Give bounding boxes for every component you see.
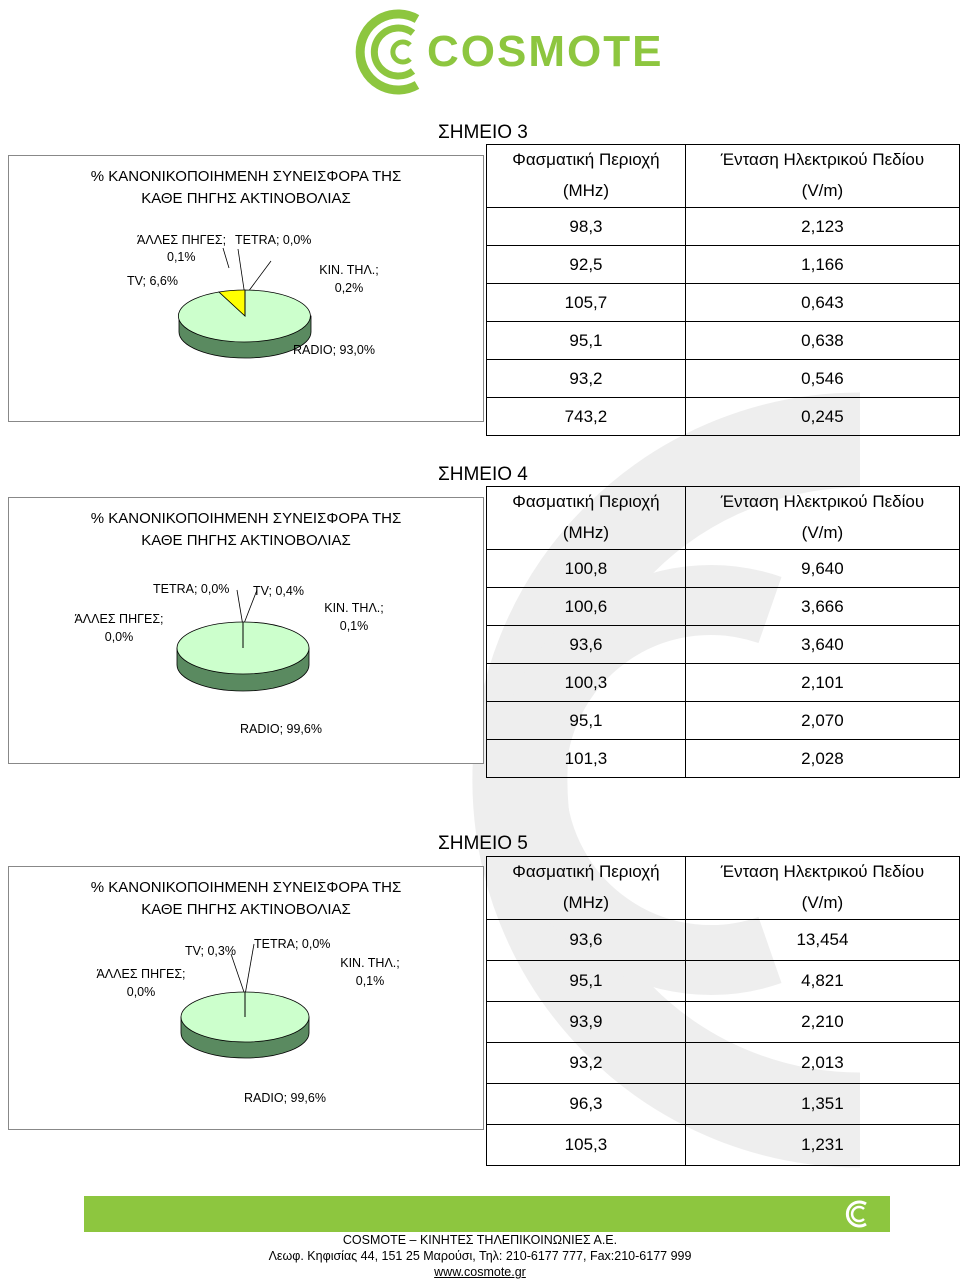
pie-chart-2: [8, 497, 484, 764]
footer-bar: [84, 1196, 890, 1232]
label-kin-a: ΚΙΝ. ΤΗΛ.;: [319, 263, 379, 277]
point-title: ΣΗΜΕΙΟ 4: [438, 464, 528, 485]
table-row: [487, 664, 960, 702]
cell-freq: 93,2: [487, 1043, 686, 1084]
label-tv: TV; 0,3%: [185, 944, 236, 958]
cell-freq: 101,3: [487, 740, 686, 778]
chart-title-line2: ΚΑΘΕ ΠΗΓΗΣ ΑΚΤΙΝΟΒΟΛΙΑΣ: [141, 901, 351, 918]
measurement-table-3: [486, 856, 960, 1166]
cell-field: 0,245: [685, 398, 959, 436]
pie-graphic: [9, 156, 483, 421]
cell-freq: 100,6: [487, 588, 686, 626]
cell-field: 1,351: [685, 1084, 959, 1125]
cell-field: 1,231: [685, 1125, 959, 1166]
table-row: [487, 920, 960, 961]
header-freq-unit: (MHz): [487, 887, 686, 920]
table-row: [487, 588, 960, 626]
cell-freq: 96,3: [487, 1084, 686, 1125]
footer-address: Λεωφ. Κηφισίας 44, 151 25 Μαρούσι, Τηλ: 210-6177 777, Fax:210-6177 999: [268, 1249, 692, 1263]
cosmote-swirl-icon: [844, 1200, 872, 1228]
cosmote-swirl-icon: [355, 7, 435, 97]
cell-freq: 98,3: [487, 208, 686, 246]
cell-freq: 93,6: [487, 626, 686, 664]
chart-title-line2: ΚΑΘΕ ΠΗΓΗΣ ΑΚΤΙΝΟΒΟΛΙΑΣ: [141, 190, 351, 207]
table-row: [487, 740, 960, 778]
label-tv: TV; 6,6%: [127, 274, 178, 288]
label-kin-b: 0,1%: [355, 974, 385, 988]
cell-field: 3,640: [685, 626, 959, 664]
chart-title-line1: % ΚΑΝΟΝΙΚΟΠΟΙΗΜΕΝΗ ΣΥΝΕΙΣΦΟΡΑ ΤΗΣ: [90, 510, 402, 527]
cell-freq: 105,3: [487, 1125, 686, 1166]
label-radio: RADIO; 99,6%: [244, 1091, 326, 1105]
header-field: Ένταση Ηλεκτρικού Πεδίου: [685, 857, 959, 888]
chart-title-line1: % ΚΑΝΟΝΙΚΟΠΟΙΗΜΕΝΗ ΣΥΝΕΙΣΦΟΡΑ ΤΗΣ: [90, 879, 402, 896]
table-row: [487, 1043, 960, 1084]
table-row: [487, 398, 960, 436]
table-row: [487, 550, 960, 588]
cell-freq: 105,7: [487, 284, 686, 322]
table-row: [487, 322, 960, 360]
label-tv: TV; 0,4%: [253, 584, 304, 598]
table-row: [487, 246, 960, 284]
table-row: [487, 702, 960, 740]
label-other-a: ΆΛΛΕΣ ΠΗΓΕΣ;: [96, 967, 186, 981]
cell-field: 0,643: [685, 284, 959, 322]
footer-company: COSMOTE – ΚΙΝΗΤΕΣ ΤΗΛΕΠΙΚΟΙΝΩΝΙΕΣ Α.Ε.: [342, 1233, 618, 1247]
cell-field: 13,454: [685, 920, 959, 961]
label-other-b: 0,0%: [104, 630, 134, 644]
cell-freq: 92,5: [487, 246, 686, 284]
header-freq-unit: (MHz): [487, 175, 686, 208]
label-kin-a: ΚΙΝ. ΤΗΛ.;: [324, 601, 384, 615]
pie-chart-3: [8, 866, 484, 1130]
label-tetra: TETRA; 0,0%: [235, 233, 312, 247]
header-freq-unit: (MHz): [487, 517, 686, 550]
cell-freq: 93,6: [487, 920, 686, 961]
table-row: [487, 208, 960, 246]
measurement-table-2: [486, 486, 960, 778]
cell-freq: 100,3: [487, 664, 686, 702]
point-title: ΣΗΜΕΙΟ 3: [438, 122, 528, 143]
table-row: [487, 284, 960, 322]
label-other-b: 0,1%: [167, 250, 196, 264]
cell-field: 2,028: [685, 740, 959, 778]
table-row: [487, 1002, 960, 1043]
header-field-unit: (V/m): [685, 887, 959, 920]
label-radio: RADIO; 99,6%: [240, 722, 322, 736]
header-freq: Φασματική Περιοχή: [487, 857, 686, 888]
label-kin-b: 0,1%: [339, 619, 369, 633]
label-other-a: ΆΛΛΕΣ ΠΗΓΕΣ;: [74, 612, 164, 626]
header-freq: Φασματική Περιοχή: [487, 487, 686, 518]
label-tetra: TETRA; 0,0%: [153, 582, 230, 596]
cell-field: 2,013: [685, 1043, 959, 1084]
cell-field: 2,101: [685, 664, 959, 702]
cell-field: 9,640: [685, 550, 959, 588]
header-field-unit: (V/m): [685, 175, 959, 208]
cell-field: 0,546: [685, 360, 959, 398]
cell-field: 1,166: [685, 246, 959, 284]
cell-freq: 95,1: [487, 322, 686, 360]
point-title: ΣΗΜΕΙΟ 5: [438, 833, 528, 854]
table-row: [487, 626, 960, 664]
label-tetra: TETRA; 0,0%: [254, 937, 331, 951]
footer-website-link[interactable]: www.cosmote.gr: [434, 1265, 526, 1279]
cell-freq: 93,9: [487, 1002, 686, 1043]
cell-field: 2,123: [685, 208, 959, 246]
label-other-b: 0,0%: [126, 985, 156, 999]
measurement-table-1: [486, 144, 960, 436]
table-row: [487, 961, 960, 1002]
cell-field: 2,070: [685, 702, 959, 740]
label-radio: RADIO; 93,0%: [293, 343, 375, 357]
cell-freq: 100,8: [487, 550, 686, 588]
cell-freq: 93,2: [487, 360, 686, 398]
cell-field: 2,210: [685, 1002, 959, 1043]
header-field-unit: (V/m): [685, 517, 959, 550]
header-field: Ένταση Ηλεκτρικού Πεδίου: [685, 145, 959, 176]
label-kin-b: 0,2%: [334, 281, 364, 295]
cell-field: 4,821: [685, 961, 959, 1002]
pie-chart-1: [8, 155, 484, 422]
cell-freq: 95,1: [487, 961, 686, 1002]
logo-text: COSMOTE: [427, 27, 664, 76]
cosmote-logo: [355, 5, 664, 100]
cell-freq: 743,2: [487, 398, 686, 436]
chart-title-line1: % ΚΑΝΟΝΙΚΟΠΟΙΗΜΕΝΗ ΣΥΝΕΙΣΦΟΡΑ ΤΗΣ: [90, 168, 402, 185]
label-kin-a: ΚΙΝ. ΤΗΛ.;: [340, 956, 400, 970]
cell-field: 3,666: [685, 588, 959, 626]
table-row: [487, 1084, 960, 1125]
cell-freq: 95,1: [487, 702, 686, 740]
header-field: Ένταση Ηλεκτρικού Πεδίου: [685, 487, 959, 518]
label-other-a: ΆΛΛΕΣ ΠΗΓΕΣ;: [137, 233, 227, 247]
table-row: [487, 360, 960, 398]
chart-title-line2: ΚΑΘΕ ΠΗΓΗΣ ΑΚΤΙΝΟΒΟΛΙΑΣ: [141, 532, 351, 549]
table-row: [487, 1125, 960, 1166]
cell-field: 0,638: [685, 322, 959, 360]
header-freq: Φασματική Περιοχή: [487, 145, 686, 176]
